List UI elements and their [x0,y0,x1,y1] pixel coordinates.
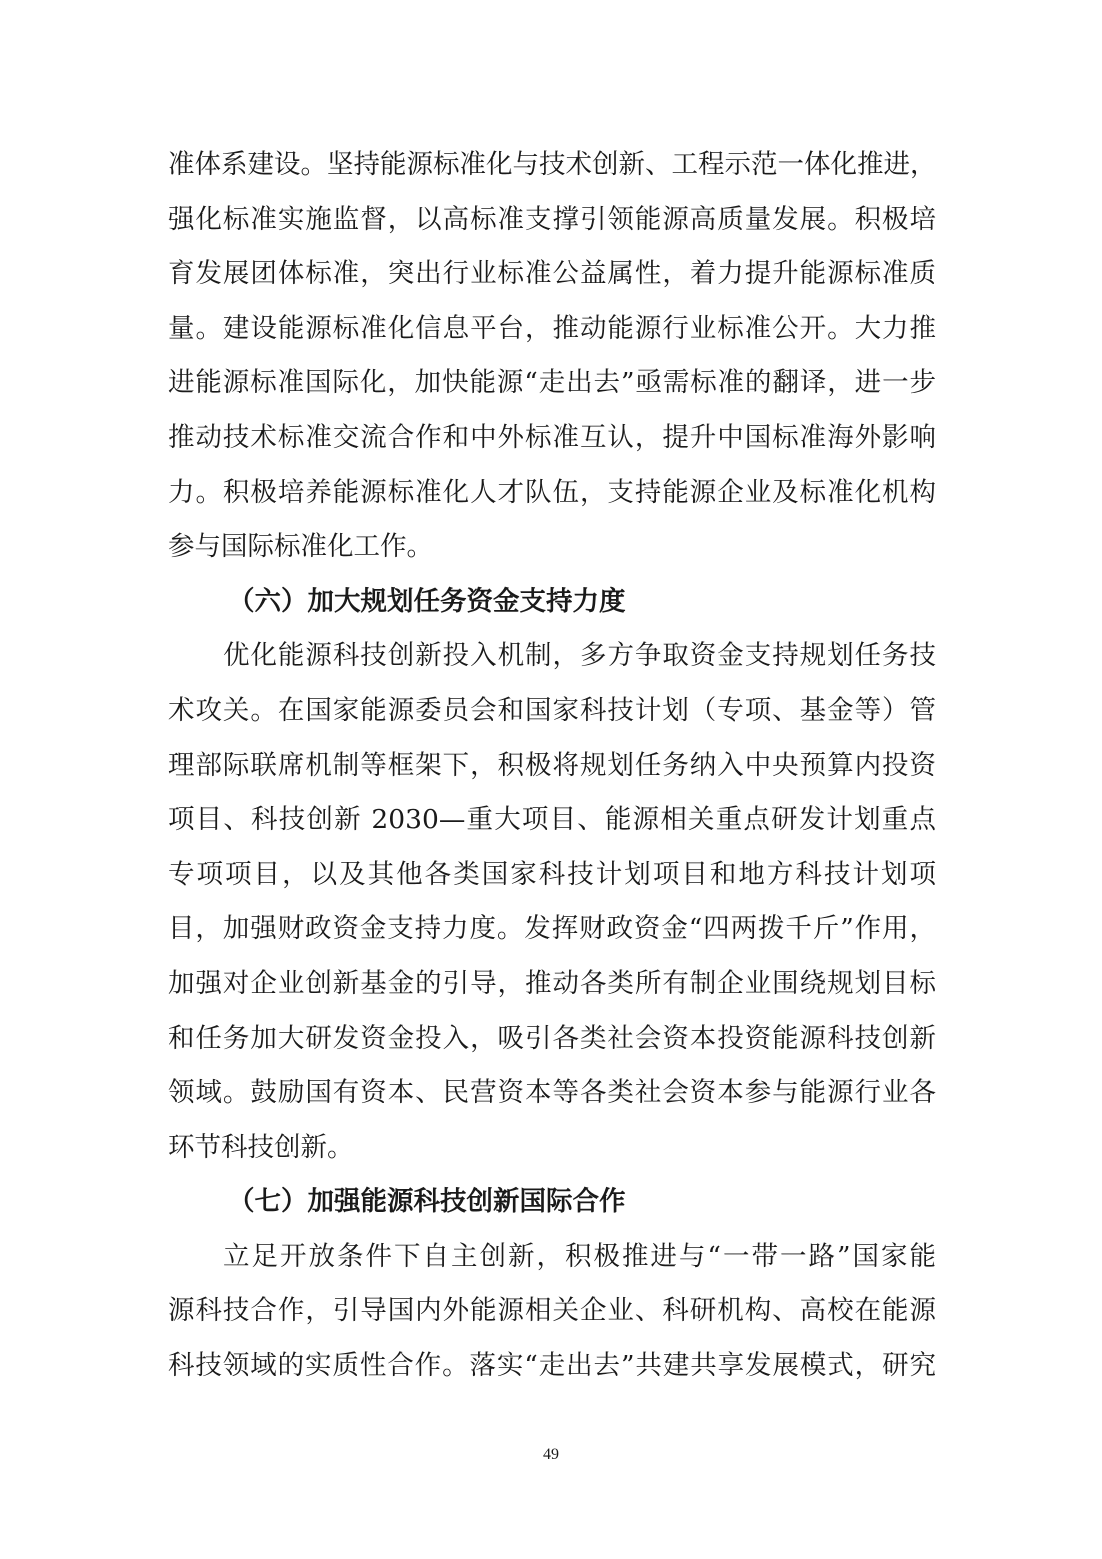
text-line: 领域。鼓励国有资本、民营资本等各类社会资本参与能源行业各 [168,1077,936,1109]
text-line: 育发展团体标准，突出行业标准公益属性，着力提升能源标准质 [168,258,936,290]
text-line: 专项项目，以及其他各类国家科技计划项目和地方科技计划项 [168,858,936,890]
text-line: 源科技合作，引导国内外能源相关企业、科研机构、高校在能源 [168,1295,936,1327]
text-line: 参与国际标准化工作。 [168,531,433,563]
section-heading-7: （七）加强能源科技创新国际合作 [228,1186,626,1218]
text-line: 优化能源科技创新投入机制，多方争取资金支持规划任务技 [223,640,936,672]
text-line: 进能源标准国际化，加快能源“走出去”亟需标准的翻译，进一步 [168,367,936,399]
text-line: 量。建设能源标准化信息平台，推动能源行业标准公开。大力推 [168,312,936,344]
text-line: 立足开放条件下自主创新，积极推进与“一带一路”国家能 [223,1240,936,1272]
text-line: 目，加强财政资金支持力度。发挥财政资金“四两拨千斤”作用， [168,913,936,945]
text-line: 加强对企业创新基金的引导，推动各类所有制企业围绕规划目标 [168,967,936,999]
text-line: 术攻关。在国家能源委员会和国家科技计划（专项、基金等）管 [168,694,936,726]
text-line: 推动技术标准交流合作和中外标准互认，提升中国标准海外影响 [168,421,936,453]
page-number: 49 [543,1446,559,1463]
paragraph-funding [168,629,936,1175]
text-line: 项目、科技创新 2030—重大项目、能源相关重点研发计划重点 [168,804,936,836]
document-body [168,138,936,1394]
text-line: 准体系建设。坚持能源标准化与技术创新、工程示范一体化推进， [168,149,936,180]
text-line: 和任务加大研发资金投入，吸引各类社会资本投资能源科技创新 [168,1022,936,1054]
paragraph-international [168,1230,936,1394]
paragraph-standards [168,138,936,575]
text-line: 强化标准实施监督，以高标准支撑引领能源高质量发展。积极培 [168,203,936,235]
text-line: 环节科技创新。 [168,1131,354,1163]
text-line: 科技领域的实质性合作。落实“走出去”共建共享发展模式，研究 [168,1350,936,1382]
text-line: 力。积极培养能源标准化人才队伍，支持能源企业及标准化机构 [168,476,936,508]
section-heading-6: （六）加大规划任务资金支持力度 [228,585,626,617]
text-line: 理部际联席机制等框架下，积极将规划任务纳入中央预算内投资 [168,749,936,781]
